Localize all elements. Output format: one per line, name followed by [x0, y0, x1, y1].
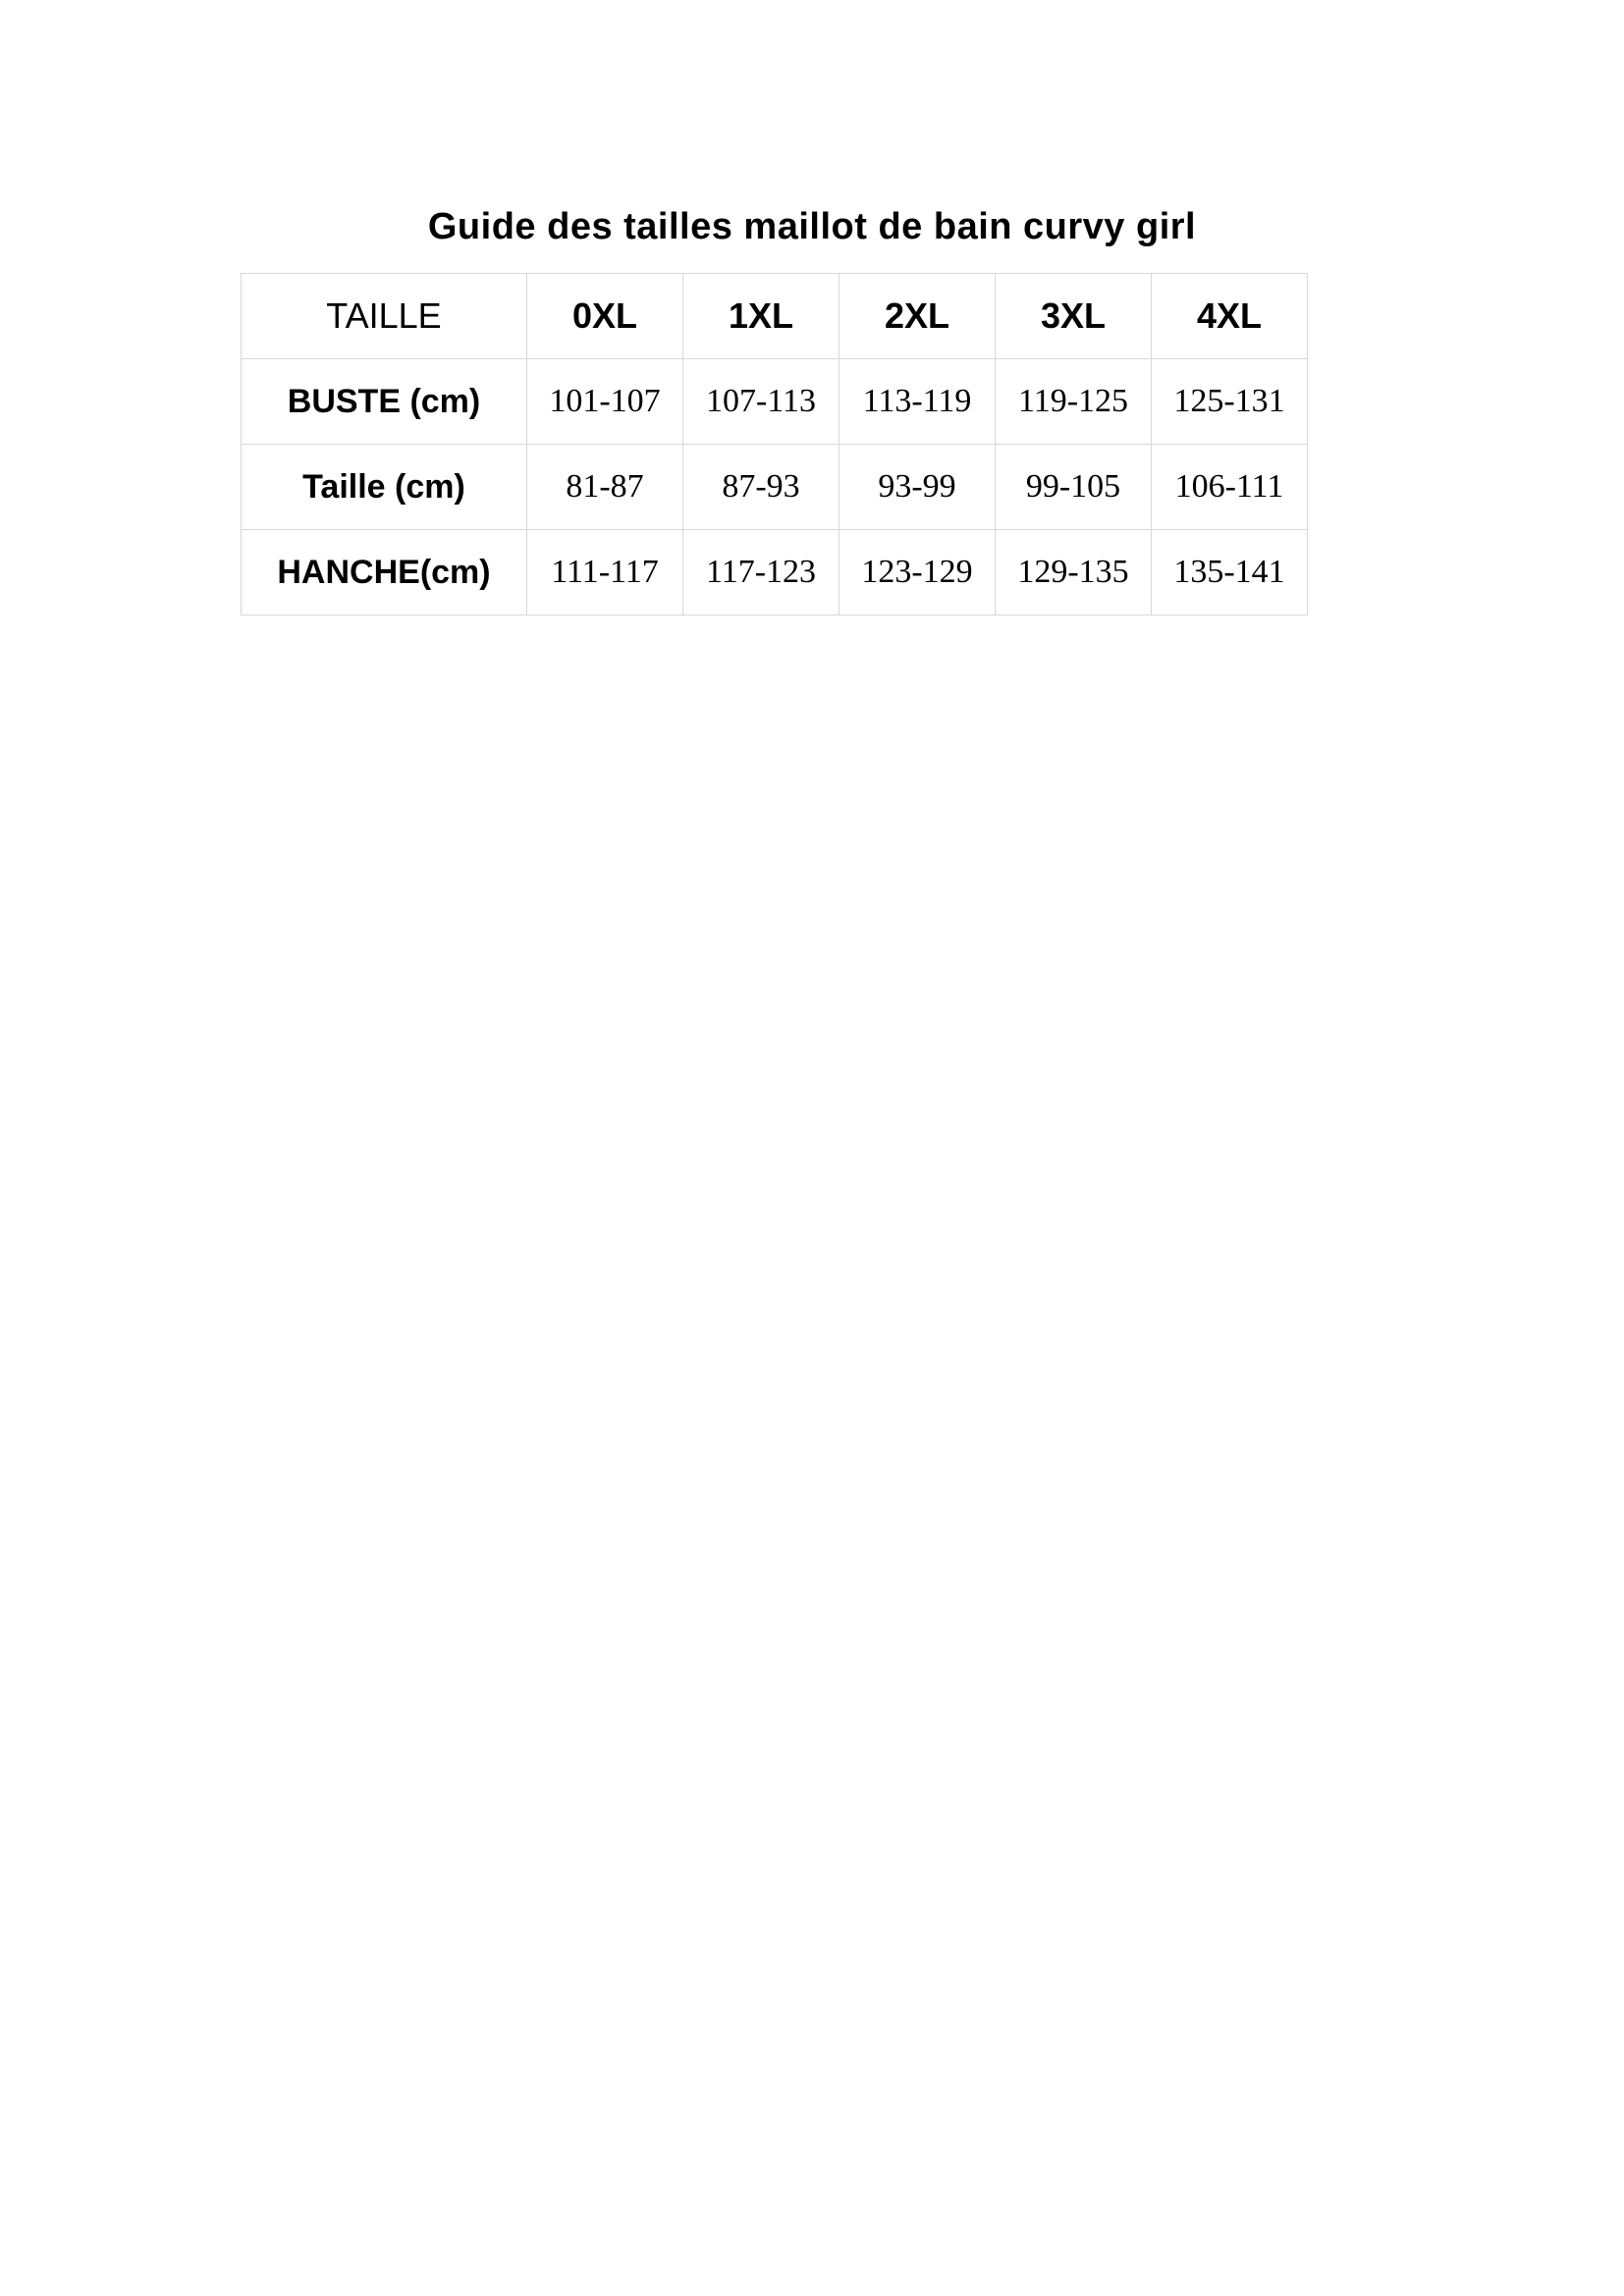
table-body [242, 359, 1308, 615]
row-label-taille: Taille (cm) [242, 445, 527, 530]
cell-hanche-2xl: 123-129 [839, 530, 996, 615]
table-header-row [242, 274, 1308, 359]
table-row [242, 445, 1308, 530]
cell-buste-4xl: 125-131 [1152, 359, 1308, 445]
row-label-buste: BUSTE (cm) [242, 359, 527, 445]
table-row [242, 530, 1308, 615]
column-header-2xl: 2XL [839, 274, 996, 359]
cell-buste-3xl: 119-125 [996, 359, 1152, 445]
column-header-taille: TAILLE [242, 274, 527, 359]
cell-hanche-3xl: 129-135 [996, 530, 1152, 615]
cell-taille-1xl: 87-93 [683, 445, 839, 530]
cell-hanche-0xl: 111-117 [527, 530, 683, 615]
page-title: Guide des tailles maillot de bain curvy girl [427, 206, 1197, 247]
column-header-1xl: 1XL [683, 274, 839, 359]
cell-hanche-4xl: 135-141 [1152, 530, 1308, 615]
cell-buste-0xl: 101-107 [527, 359, 683, 445]
cell-taille-3xl: 99-105 [996, 445, 1152, 530]
cell-taille-2xl: 93-99 [839, 445, 996, 530]
column-header-3xl: 3XL [996, 274, 1152, 359]
column-header-4xl: 4XL [1152, 274, 1308, 359]
size-guide-table [241, 273, 1308, 615]
cell-buste-1xl: 107-113 [683, 359, 839, 445]
cell-hanche-1xl: 117-123 [683, 530, 839, 615]
table-row [242, 359, 1308, 445]
column-header-0xl: 0XL [527, 274, 683, 359]
cell-taille-0xl: 81-87 [527, 445, 683, 530]
cell-taille-4xl: 106-111 [1152, 445, 1308, 530]
row-label-hanche: HANCHE(cm) [242, 530, 527, 615]
cell-buste-2xl: 113-119 [839, 359, 996, 445]
table-header [242, 274, 1308, 359]
